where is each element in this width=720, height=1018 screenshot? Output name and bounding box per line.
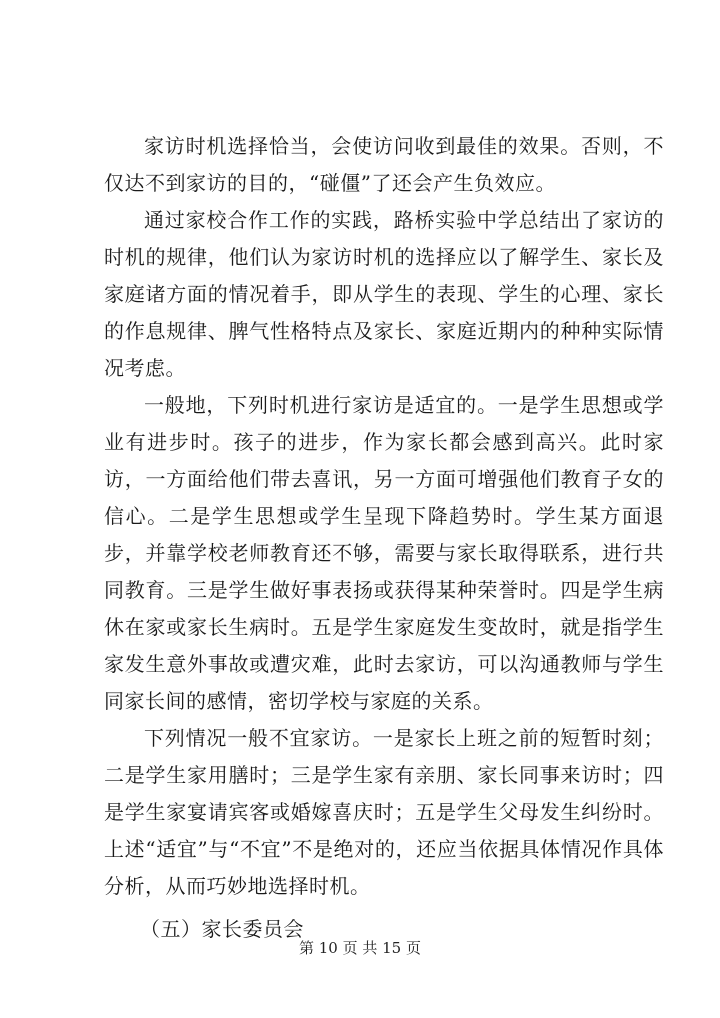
document-body	[104, 128, 664, 948]
section-heading: （五）家长委员会	[140, 917, 304, 941]
paragraph-suitable-times: 一般地，下列时机进行家访是适宜的。一是学生思想或学业有进步时。孩子的进步，作为家长都会感到高兴。此时家访，一方面给他们带去喜讯，另一方面可增强他们教育子女的信心。二是学生思想或学生呈现下降趋势时。学生某方面退步，并靠学校老师教育还不够，需要与家长取得联系，进行共同教育。三是学生做好事表扬或获得某种荣誉时。四是学生病休在家或家长生病时。五是学生家庭发生变故时，就是指学生家发生意外事故或遭灾难，此时去家访，可以沟通教师与学生同家长间的感情，密切学校与家庭的关系。	[104, 393, 664, 713]
paragraph-practice-summary: 通过家校合作工作的实践，路桥实验中学总结出了家访的时机的规律，他们认为家访时机的选择应以了解学生、家长及家庭诸方面的情况着手，即从学生的表现、学生的心理、家长的作息规律、脾气性格特点及家长、家庭近期内的种种实际情况考虑。	[104, 208, 664, 380]
paragraph-visit-timing: 家访时机选择恰当，会使访问收到最佳的效果。否则，不仅达不到家访的目的，“碰僵”了还会产生负效应。	[104, 134, 664, 195]
paragraph-unsuitable-times: 下列情况一般不宜家访。一是家长上班之前的短暂时刻；二是学生家用膳时；三是学生家有亲朋、家长同事来访时；四是学生家宴请宾客或婚嫁喜庆时；五是学生父母发生纠纷时。上述“适宜”与“不宜”不是绝对的，还应当依据具体情况作具体分析，从而巧妙地选择时机。	[104, 726, 664, 898]
page-footer: 第 10 页 共 15 页	[298, 939, 421, 957]
